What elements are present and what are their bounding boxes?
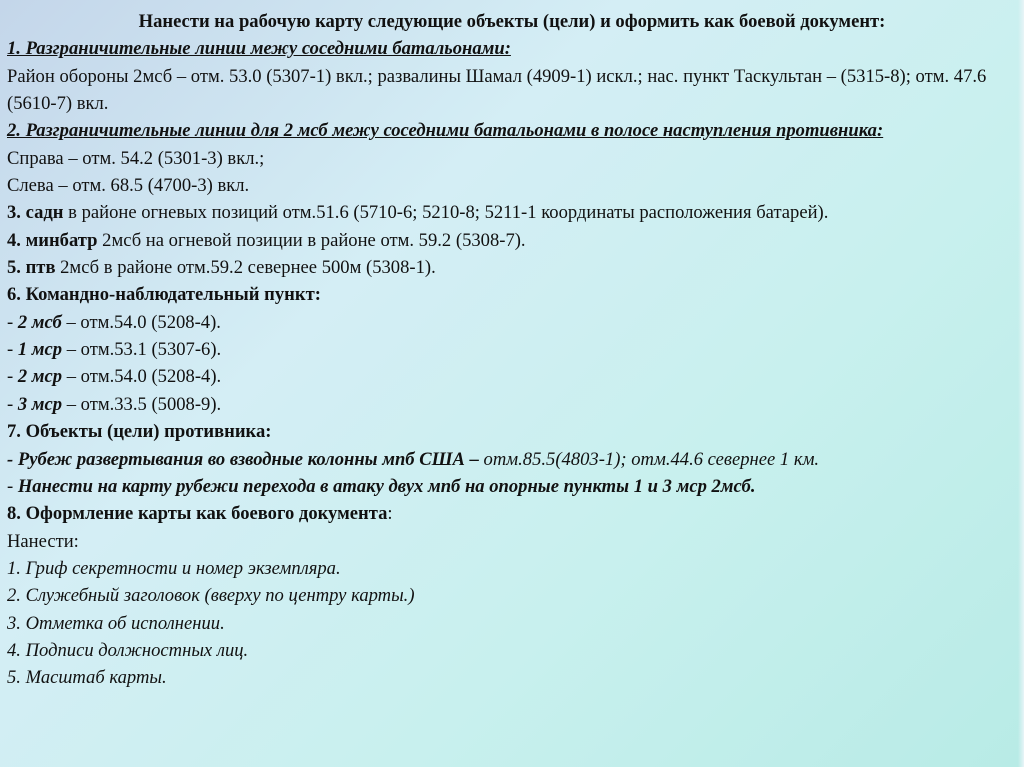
- section-8-heading: [7, 500, 1017, 527]
- section-4-label: 4. минбатр: [7, 229, 98, 251]
- command-post-location: – отм.54.0 (5208-4).: [61, 311, 221, 333]
- section-2-left-boundary: Слева – отм. 68.5 (4700-3) вкл.: [7, 175, 250, 197]
- command-post-unit: 1 мср: [17, 339, 63, 361]
- command-post-unit: 2 мсб: [17, 311, 62, 333]
- section-1-heading: 1. Разграничительные линии межу соседними батальонами:: [7, 38, 511, 60]
- map-requirement-item: 1. Гриф секретности и номер экземпляра.: [7, 557, 341, 579]
- command-post-unit: 3 мср: [17, 393, 63, 415]
- enemy-objective-instruction: Нанести на карту рубежи перехода в атаку двух мпб на опорные пункты 1 и 3 мср 2мсб.: [17, 475, 756, 497]
- list-dash: -: [7, 475, 18, 497]
- section-5-text: 2мсб в районе отм.59.2 севернее 500м (5308-1).: [55, 257, 436, 279]
- section-8-colon: :: [387, 503, 393, 525]
- map-requirement-item: 5. Масштаб карты.: [7, 667, 167, 689]
- slide-edge-decoration: [1018, 0, 1024, 767]
- section-1-text: Район обороны 2мсб – отм. 53.0 (5307-1) вкл.; развалины Шамал (4909-1) искл.; нас. пункт Таскультан – (5315-8); отм. 47.6 (5610-7) вкл.: [7, 65, 987, 115]
- section-3-text: в районе огневых позиций отм.51.6 (5710-6; 5210-8; 5211-1 координаты расположения батарей).: [63, 202, 829, 224]
- command-post-item: [7, 363, 1017, 390]
- map-requirement-item: 2. Служебный заголовок (вверху по центру карты.): [7, 585, 415, 607]
- list-dash: -: [7, 393, 18, 415]
- section-6-heading: 6. Командно-наблюдательный пункт:: [7, 284, 321, 306]
- list-dash: -: [7, 339, 18, 361]
- command-post-unit: 2 мср: [17, 366, 63, 388]
- command-post-location: – отм.54.0 (5208-4).: [62, 366, 222, 388]
- section-4-text: 2мсб на огневой позиции в районе отм. 59.2 (5308-7).: [97, 229, 526, 251]
- section-8-title: 8. Оформление карты как боевого документа: [7, 503, 388, 525]
- section-7-heading: 7. Объекты (цели) противника:: [7, 421, 272, 443]
- enemy-objective-item: [7, 473, 1017, 500]
- command-post-location: – отм.33.5 (5008-9).: [62, 393, 222, 415]
- section-4-paragraph: [7, 227, 1017, 254]
- command-post-item: [7, 309, 1017, 336]
- list-dash: -: [7, 366, 18, 388]
- section-5-label: 5. птв: [7, 257, 56, 279]
- section-3-label: 3. садн: [7, 202, 64, 224]
- list-dash: -: [7, 311, 18, 333]
- section-5-paragraph: [7, 254, 1017, 281]
- section-8-intro: Нанести:: [7, 530, 79, 552]
- enemy-objective-label: - Рубеж развертывания во взводные колонны мпб США –: [7, 448, 479, 470]
- enemy-objective-item: [7, 446, 1017, 473]
- command-post-location: – отм.53.1 (5307-6).: [62, 339, 222, 361]
- section-3-paragraph: [7, 199, 1017, 226]
- command-post-item: [7, 391, 1017, 418]
- enemy-objective-location: отм.85.5(4803-1); отм.44.6 севернее 1 км.: [478, 448, 820, 470]
- section-2-heading: 2. Разграничительные линии для 2 мсб межу соседними батальонами в полосе наступления противника:: [7, 120, 884, 142]
- page-title: Нанести на рабочую карту следующие объекты (цели) и оформить как боевой документ:: [138, 11, 886, 32]
- map-requirement-item: 3. Отметка об исполнении.: [7, 612, 225, 634]
- slide-body: [7, 8, 1017, 692]
- section-2-right-boundary: Справа – отм. 54.2 (5301-3) вкл.;: [7, 147, 265, 169]
- map-requirement-item: 4. Подписи должностных лиц.: [7, 639, 249, 661]
- command-post-item: [7, 336, 1017, 363]
